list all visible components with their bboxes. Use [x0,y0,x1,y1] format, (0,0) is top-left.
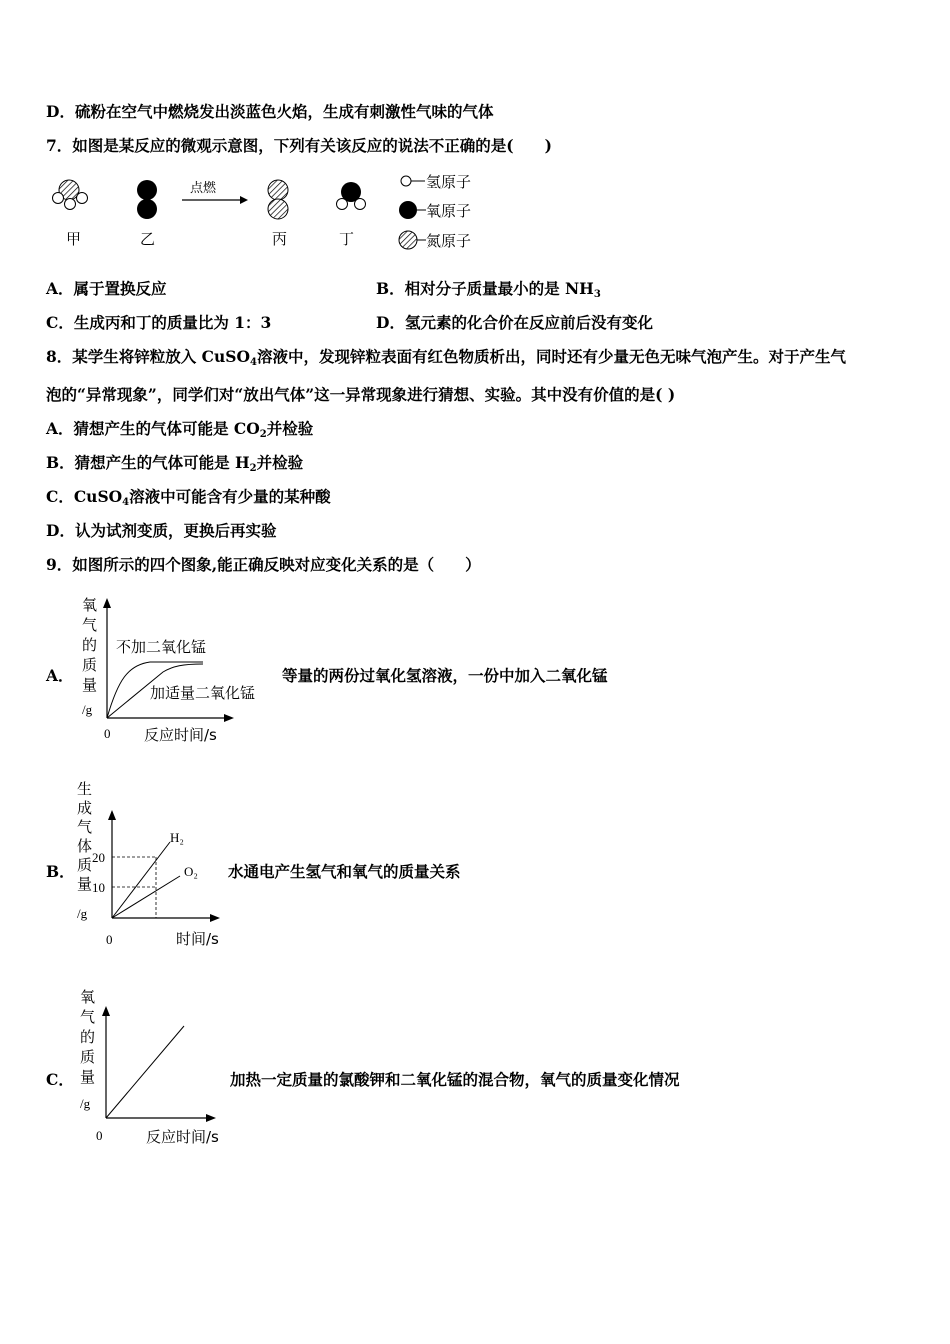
nitrogen-atom-icon [399,231,417,249]
b-line-h2 [112,842,170,918]
b-y-arrow-icon [108,810,116,820]
a-ylabel-char: 气 [82,616,98,634]
legend-oxygen: 氧原子 [426,202,472,220]
q7-option-a: A．属于置换反应 [46,279,167,298]
b-origin: 0 [106,932,113,947]
reaction-condition: 点燃 [190,181,217,196]
q6-option-d: D．硫粉在空气中燃烧发出淡蓝色火焰，生成有刺激性气味的气体 [46,102,494,121]
c-line [106,1026,184,1118]
label-yi: 乙 [140,230,156,248]
q8-option-c: C．CuSO$_4$溶液中可能含有少量的某种酸 [46,487,331,508]
q9-stem: 9．如图所示的四个图象,能正确反映对应变化关系的是（ ） [46,555,481,574]
b-ylabel-char: 气 [77,818,93,836]
c-ylabel-char: 气 [80,1008,96,1026]
q8-option-d: D．认为试剂变质，更换后再实验 [46,521,277,540]
a-ylabel-char: 氧 [82,596,98,614]
b-ylabel-char: 成 [77,799,93,817]
b-tick-10: 10 [92,880,105,895]
a-yunit: /g [82,702,93,717]
b-line-o2 [112,876,180,918]
c-ylabel-char: 量 [80,1068,96,1086]
b-ylabel-char: 量 [77,875,93,893]
q7-option-b: B．相对分子质量最小的是 $NH_3$ [376,279,601,300]
q9-a-description: 等量的两份过氧化氢溶液，一份中加入二氧化锰 [282,666,608,685]
q9-c-letter: C． [46,1070,74,1089]
label-jia: 甲 [66,230,82,248]
b-label-o2: O₂ [184,864,198,879]
b-xlabel: 时间/s [176,930,219,948]
legend [399,173,471,250]
a-ylabel-char: 的 [82,636,98,654]
a-y-arrow-icon [103,598,111,608]
b-x-arrow-icon [210,914,220,922]
c-ylabel-char: 质 [80,1048,96,1066]
q7-option-d: D．氢元素的化合价在反应前后没有变化 [376,313,653,332]
q9-a-letter: A． [46,666,74,685]
c-yunit: /g [80,1096,91,1111]
a-curve2-label: 加适量二氧化锰 [150,684,256,702]
q7-option-c: C．生成丙和丁的质量比为 1：3 [46,313,272,332]
c-x-arrow-icon [206,1114,216,1122]
c-y-arrow-icon [102,1006,110,1016]
molecule-ding [337,182,366,210]
molecule-bing [268,180,288,219]
molecule-yi [137,180,157,219]
b-ylabel-char: 生 [77,780,93,798]
b-tick-20: 20 [92,850,105,865]
q9-b-description: 水通电产生氢气和氧气的质量关系 [228,862,461,881]
b-ylabel-char: 质 [77,856,93,874]
oxygen-atom-icon [399,201,417,219]
q9-c-description: 加热一定质量的氯酸钾和二氧化锰的混合物，氧气的质量变化情况 [230,1070,680,1089]
b-yunit: /g [77,906,88,921]
c-origin: 0 [96,1128,103,1143]
hydrogen-atom-icon [401,176,411,186]
label-ding: 丁 [339,230,355,248]
q8-option-b: B．猜想产生的气体可能是 $H_2$并检验 [46,453,304,474]
c-ylabel-char: 的 [80,1028,96,1046]
legend-hydrogen: 氢原子 [426,173,472,191]
a-ylabel-char: 量 [82,676,98,694]
a-origin: 0 [104,726,111,741]
a-x-arrow-icon [224,714,234,722]
a-curve1-label: 不加二氧化锰 [116,638,207,656]
q9-a-graph [78,590,278,750]
q7-stem: 7．如图是某反应的微观示意图，下列有关该反应的说法不正确的是( ) [46,136,552,155]
c-ylabel-char: 氧 [80,988,96,1006]
arrow-head-icon [240,196,248,204]
q9-c-graph [76,986,236,1148]
q9-b-graph [72,776,232,952]
q8-stem-line2: 泡的“异常现象”，同学们对“放出气体”这一异常现象进行猜想、实验。其中没有价值的是( ) [46,385,676,404]
b-ylabel-char: 体 [77,837,93,855]
q9-b-letter: B． [46,862,75,881]
q8-option-a: A．猜想产生的气体可能是 $CO_2$并检验 [46,419,314,440]
a-ylabel-char: 质 [82,656,98,674]
q7-reaction-diagram [40,168,510,258]
c-xlabel: 反应时间/s [146,1128,219,1146]
q8-stem-line1: 8．某学生将锌粒放入 CuSO$_4$溶液中，发现锌粒表面有红色物质析出，同时还有少量无色无味气泡产生。对于产生气 [46,347,846,368]
legend-nitrogen: 氮原子 [426,232,472,250]
b-label-h2: H₂ [170,830,184,845]
label-bing: 丙 [272,230,288,248]
molecule-jia [53,180,88,210]
a-xlabel: 反应时间/s [144,726,217,744]
